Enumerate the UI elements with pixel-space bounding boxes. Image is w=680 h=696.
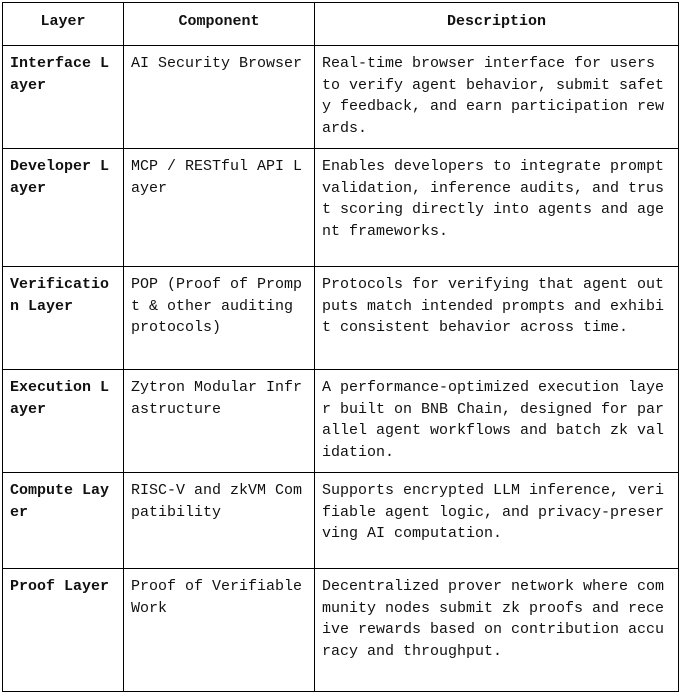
component-cell: Zytron Modular Infrastructure [124, 370, 315, 473]
component-cell: MCP / RESTful API Layer [124, 149, 315, 267]
header-component: Component [124, 3, 315, 46]
header-description: Description [315, 3, 679, 46]
description-cell: Supports encrypted LLM inference, verifiable agent logic, and privacy-preserving AI computation. [315, 473, 679, 569]
component-cell: POP (Proof of Prompt & other auditing protocols) [124, 267, 315, 370]
component-cell: RISC-V and zkVM Compatibility [124, 473, 315, 569]
description-cell: Real-time browser interface for users to verify agent behavior, submit safety feedback, and earn participation rewards. [315, 46, 679, 149]
table-row [3, 267, 679, 370]
component-cell: Proof of Verifiable Work [124, 569, 315, 692]
description-cell: Decentralized prover network where community nodes submit zk proofs and receive rewards based on contribution accuracy and throughput. [315, 569, 679, 692]
component-cell: AI Security Browser [124, 46, 315, 149]
table-row [3, 569, 679, 692]
description-cell: A performance-optimized execution layer built on BNB Chain, designed for parallel agent workflows and batch zk validation. [315, 370, 679, 473]
table-row [3, 149, 679, 267]
table-row [3, 46, 679, 149]
layer-cell: Verification Layer [3, 267, 124, 370]
header-layer: Layer [3, 3, 124, 46]
table-row [3, 473, 679, 569]
layer-cell: Execution Layer [3, 370, 124, 473]
layer-cell: Compute Layer [3, 473, 124, 569]
architecture-table [2, 2, 679, 692]
table-row [3, 370, 679, 473]
table-header-row [3, 3, 679, 46]
description-cell: Protocols for verifying that agent outputs match intended prompts and exhibit consistent behavior across time. [315, 267, 679, 370]
layer-cell: Developer Layer [3, 149, 124, 267]
layer-cell: Proof Layer [3, 569, 124, 692]
layer-cell: Interface Layer [3, 46, 124, 149]
description-cell: Enables developers to integrate prompt validation, inference audits, and trust scoring directly into agents and agent frameworks. [315, 149, 679, 267]
